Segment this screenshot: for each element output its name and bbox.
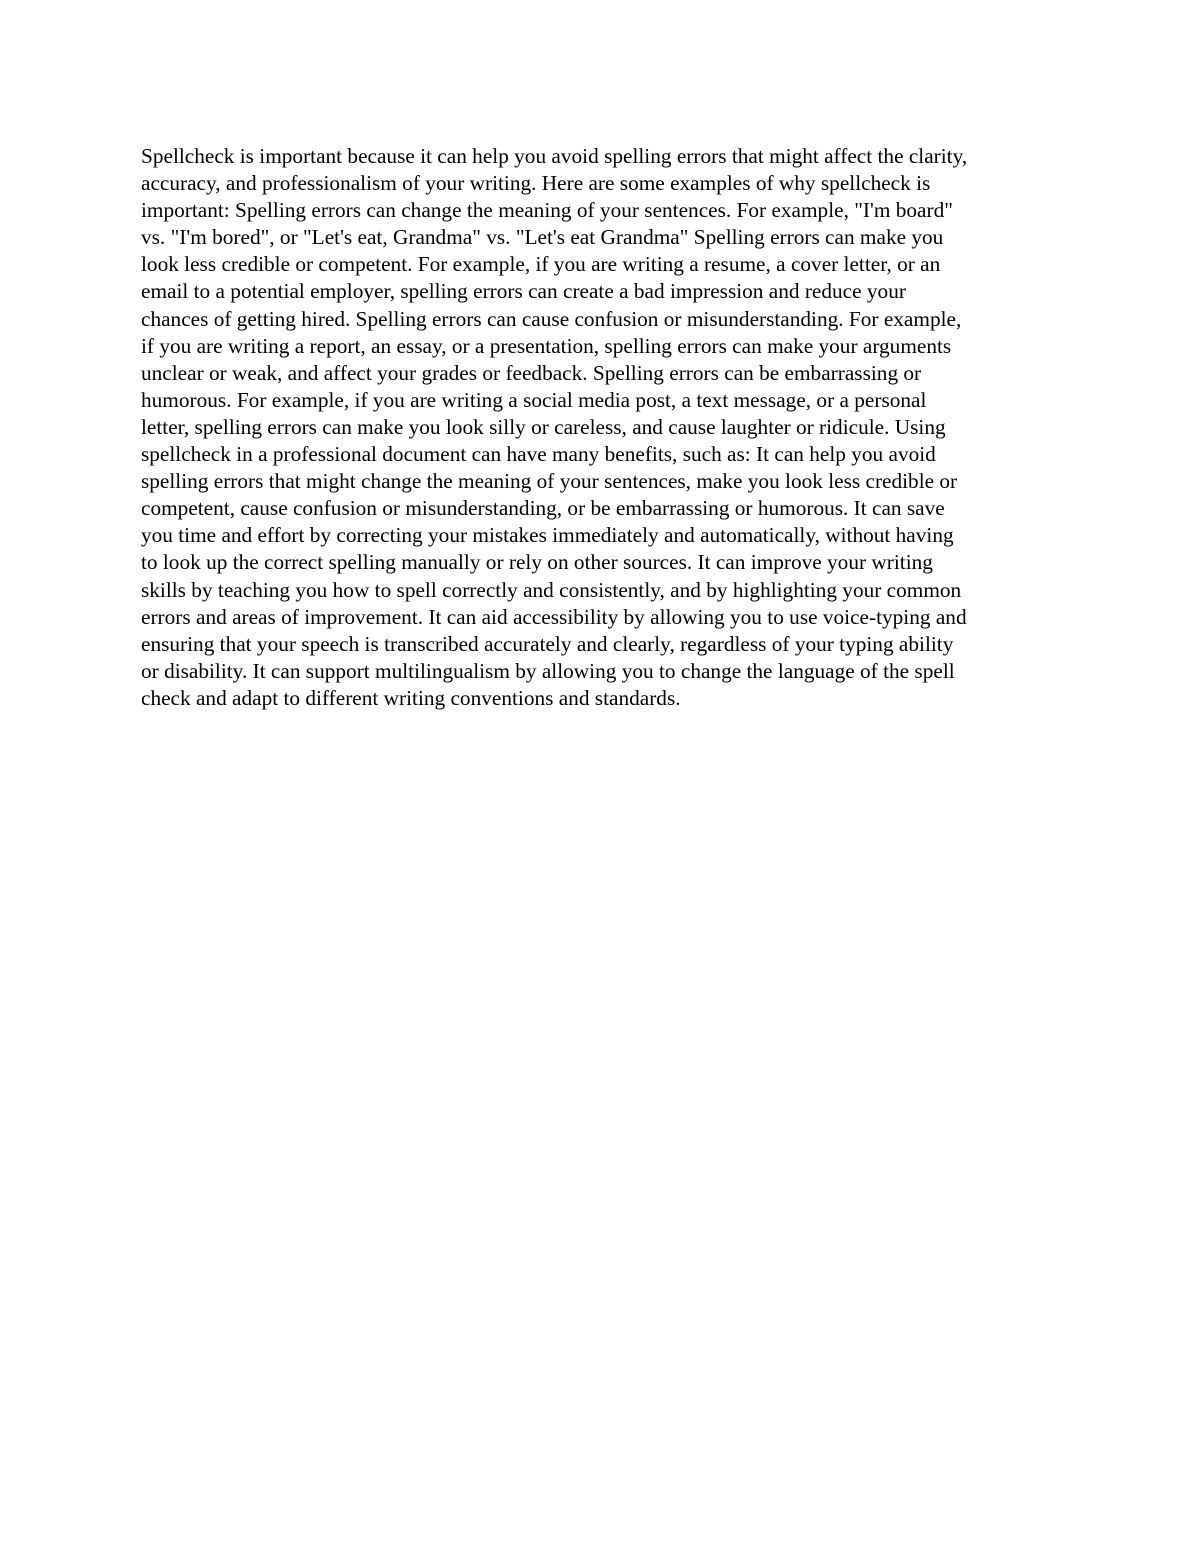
paragraph-line: check and adapt to different writing conventions and standards.	[141, 685, 681, 710]
paragraph-line: email to a potential employer, spelling errors can create a bad impression and reduce your	[141, 279, 906, 304]
paragraph-line: vs. "I'm bored", or "Let's eat, Grandma" vs. "Let's eat Grandma" Spelling errors can make you	[141, 225, 944, 250]
paragraph-line: or disability. It can support multilingualism by allowing you to change the language of the spell	[141, 658, 955, 683]
paragraph-line: accuracy, and professionalism of your writing. Here are some examples of why spellcheck is	[141, 171, 931, 196]
paragraph-line: unclear or weak, and affect your grades or feedback. Spelling errors can be embarrassing or	[141, 360, 922, 385]
paragraph-line: errors and areas of improvement. It can aid accessibility by allowing you to use voice-typing and	[141, 604, 967, 629]
paragraph-line: important: Spelling errors can change the meaning of your sentences. For example, "I'm board"	[141, 198, 953, 223]
paragraph-line: humorous. For example, if you are writing a social media post, a text message, or a personal	[141, 387, 927, 412]
paragraph-line: Spellcheck is important because it can help you avoid spelling errors that might affect the clarity,	[141, 144, 968, 168]
paragraph-line: spelling errors that might change the meaning of your sentences, make you look less credible or	[141, 469, 958, 494]
paragraph-line: ensuring that your speech is transcribed accurately and clearly, regardless of your typing ability	[141, 631, 954, 656]
paragraph-line: look less credible or competent. For example, if you are writing a resume, a cover letter, or an	[141, 252, 941, 277]
paragraph-line: you time and effort by correcting your mistakes immediately and automatically, without having	[141, 523, 954, 548]
paragraph-line: chances of getting hired. Spelling errors can cause confusion or misunderstanding. For example,	[141, 306, 962, 331]
paragraph-line: skills by teaching you how to spell correctly and consistently, and by highlighting your common	[141, 577, 962, 602]
body-paragraph	[141, 143, 1071, 712]
paragraph-line: competent, cause confusion or misunderstanding, or be embarrassing or humorous. It can save	[141, 496, 945, 521]
paragraph-line: letter, spelling errors can make you look silly or careless, and cause laughter or ridicule. Using	[141, 414, 946, 439]
paragraph-line: if you are writing a report, an essay, or a presentation, spelling errors can make your arguments	[141, 333, 952, 358]
paragraph-line: to look up the correct spelling manually or rely on other sources. It can improve your writing	[141, 550, 933, 575]
paragraph-line: spellcheck in a professional document can have many benefits, such as: It can help you avoid	[141, 442, 936, 467]
